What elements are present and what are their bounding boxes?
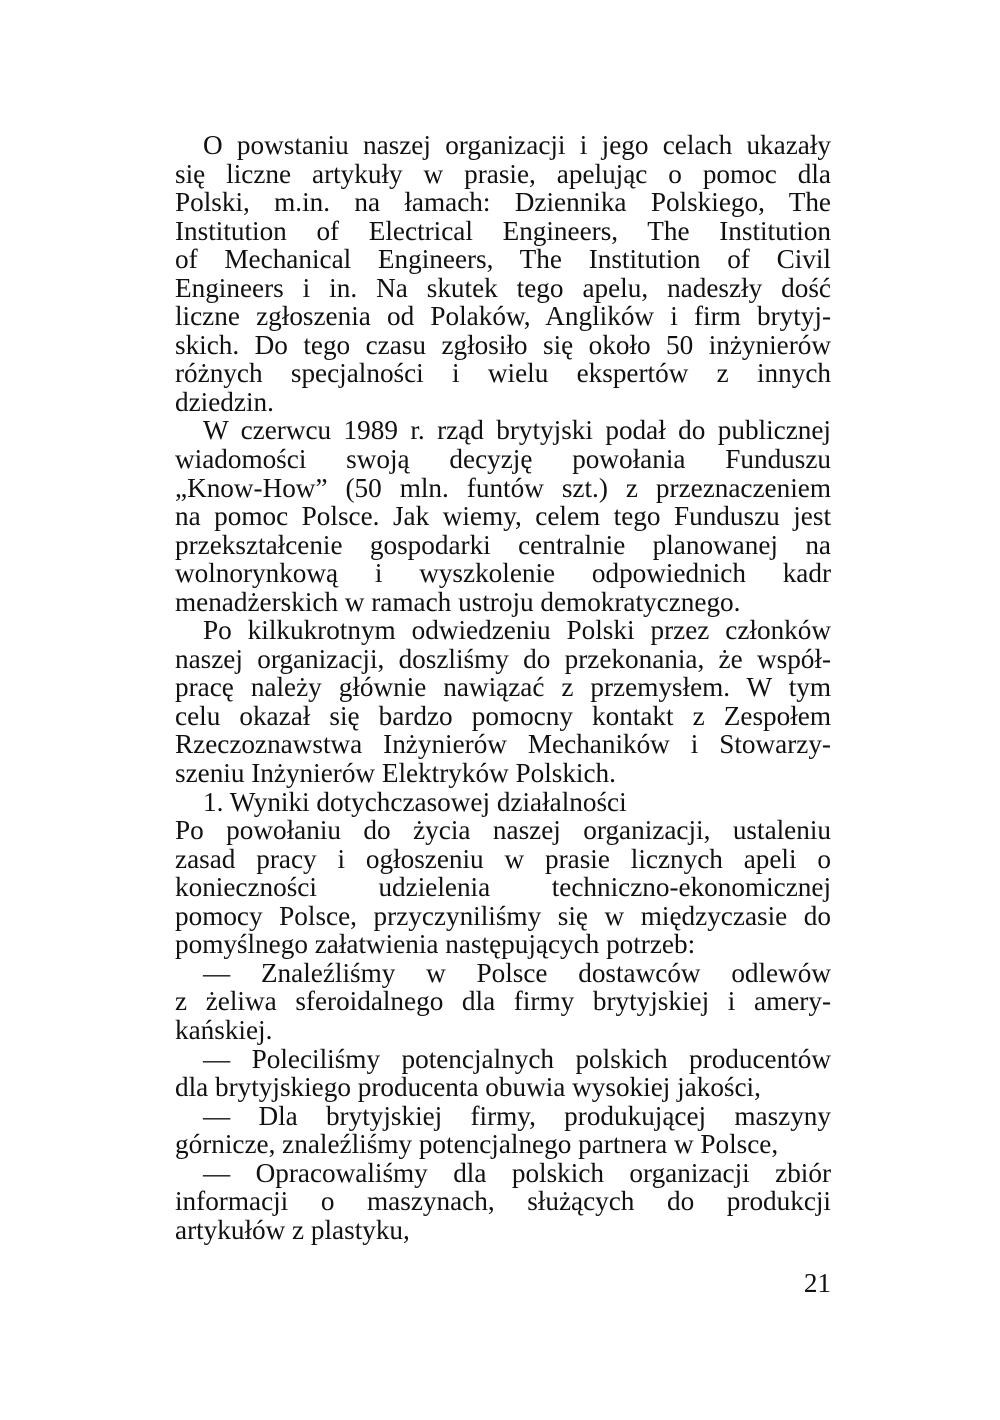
text-line: informacji o maszynach, służących do produkcji [175,1186,831,1217]
text-line: kańskiej. [175,1014,273,1045]
text-line: Po powołaniu do życia naszej organizacji, ustaleniu [175,815,831,846]
text-line: — Poleciliśmy potencjalnych polskich producentów [203,1043,831,1074]
text-line: celu okazał się bardzo pomocny kontakt z Zespołem [175,700,831,731]
text-line: menadżerskich w ramach ustroju demokratycznego. [175,586,741,617]
text-line: O powstaniu naszej organizacji i jego celach ukazały [203,130,831,160]
text-line: Institution of Electrical Engineers, The Institution [175,215,831,246]
text-line: artykułów z plastyku, [175,1214,410,1245]
text-line: Engineers i in. Na skutek tego apelu, nadeszły dość [175,272,831,303]
text-line: górnicze, znaleźliśmy potencjalnego partnera w Polsce, [175,1129,779,1160]
text-line: Po kilkukrotnym odwiedzeniu Polski przez członków [203,615,831,646]
text-line: „Know-How” (50 mln. funtów szt.) z przeznaczeniem [175,472,831,503]
text-line: Rzeczoznawstwa Inżynierów Mechaników i Stowarzy- [175,729,831,760]
text-line: — Znaleźliśmy w Polsce dostawców odlewów [203,957,831,988]
text-line: dla brytyjskiego producenta obuwia wysokiej jakości, [175,1072,761,1103]
text-line: W czerwcu 1989 r. rząd brytyjski podał do publicznej [203,415,831,446]
text-line: z żeliwa sferoidalnego dla firmy brytyjskiej i amery- [175,986,831,1017]
text-line: przekształcenie gospodarki centralnie planowanej na [175,529,831,560]
text-line: się liczne artykuły w prasie, apelując o pomoc dla [175,158,831,189]
text-line: konieczności udzielenia techniczno-ekonomicznej [175,872,831,903]
text-line: wiadomości swoją decyzję powołania Funduszu [175,444,831,475]
text-line: of Mechanical Engineers, The Institution of Civil [175,244,831,275]
text-line: zasad pracy i ogłoszeniu w prasie licznych apeli o [175,843,831,874]
body-text [175,131,831,1244]
text-line: pracę należy głównie nawiązać z przemysłem. W tym [175,672,831,703]
text-line: skich. Do tego czasu zgłosiło się około 50 inżynierów [175,329,831,360]
text-line: różnych specjalności i wielu ekspertów z innych [175,358,831,389]
text-line: liczne zgłoszenia od Polaków, Anglików i firm brytyj- [175,301,831,332]
text-line: na pomoc Polsce. Jak wiemy, celem tego Funduszu jest [175,501,831,532]
text-line: dziedzin. [175,386,274,417]
text-line: naszej organizacji, doszliśmy do przekonania, że współ- [175,643,831,674]
text-line: pomyślnego załatwienia następujących potrzeb: [175,929,696,960]
section-heading: 1. Wyniki dotychczasowej działalności [203,786,627,817]
text-line: Polski, m.in. na łamach: Dziennika Polskiego, The [175,187,831,218]
text-line: szeniu Inżynierów Elektryków Polskich. [175,758,616,789]
text-line: wolnorynkową i wyszkolenie odpowiednich kadr [175,558,831,589]
text-line: — Opracowaliśmy dla polskich organizacji zbiór [203,1157,831,1188]
text-line: pomocy Polsce, przyczyniliśmy się w międzyczasie do [175,900,831,931]
text-line: — Dla brytyjskiej firmy, produkującej maszyny [203,1100,831,1131]
page-number: 21 [803,1268,831,1298]
